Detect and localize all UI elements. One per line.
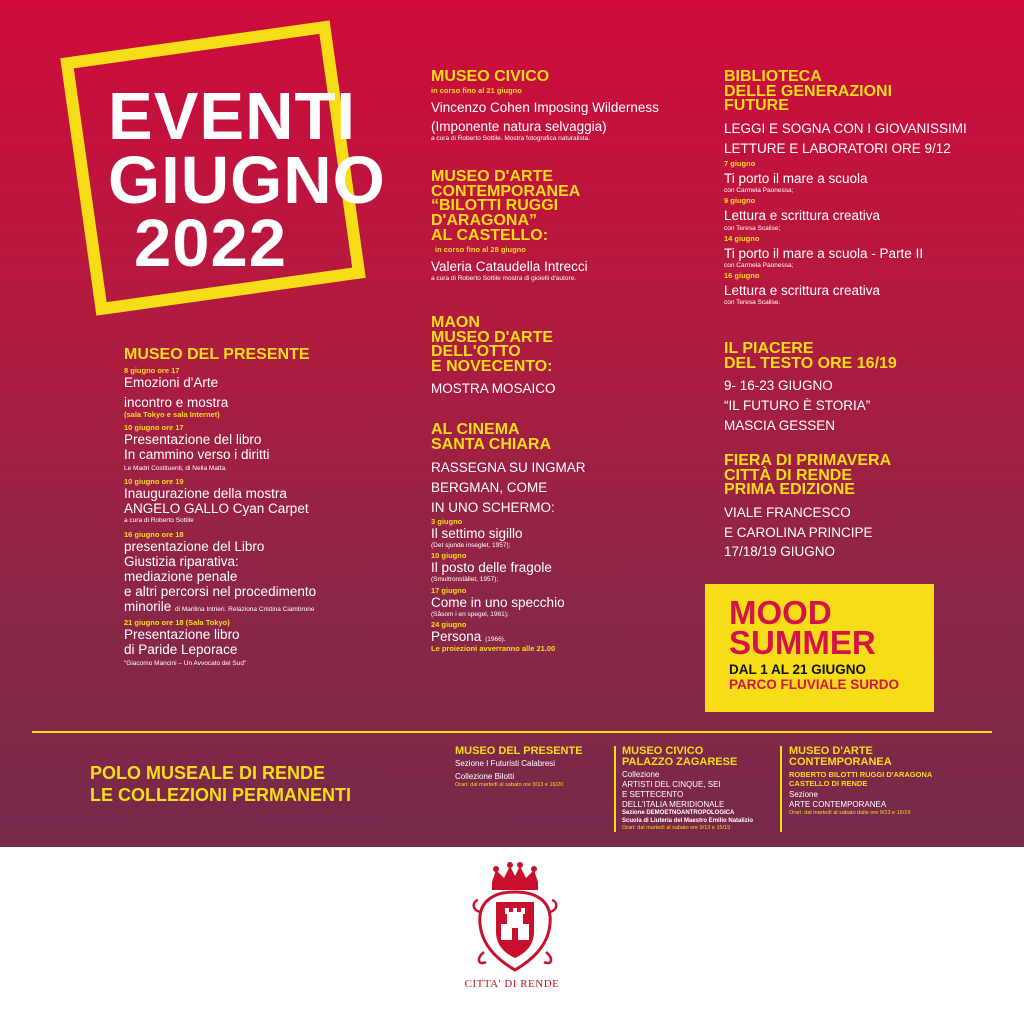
event-note: di Marilina Intrieri. Relaziona Cristina Ciambrone [175,606,315,613]
polo-line: POLO MUSEALE DI RENDE [90,763,326,783]
film-date: 24 giugno [431,619,467,629]
film-title: Il settimo sigillo [431,526,523,542]
header-line: DEL TESTO ORE 16/19 [724,354,897,372]
bottom-col-header: MUSEO CIVICO [622,745,704,757]
event-title: 9- 16-23 GIUGNO [724,378,833,394]
section-header: MUSEO DEL PRESENTE [124,346,310,363]
cinema-section [431,423,701,653]
film-item [431,517,701,550]
film-item [431,586,701,619]
bottom-col-orari: Orari: dal martedì al sabato ore 9/13 e 16/20 [455,782,564,788]
bottom-col-line: Sezione DEMOETNOANTROPOLOGICA [622,810,735,816]
divider [32,731,992,733]
bottom-col-presente [455,746,610,789]
film-note: (Smultronstället, 1957); [431,576,499,584]
event-date: 21 giugno ore 18 (Sala Tokyo) [124,618,230,628]
event-item [724,196,1004,232]
section-header [724,342,1004,371]
event-title: In cammino verso i diritti [124,447,270,463]
event-title: Inaugurazione della mostra [124,486,287,502]
cinema-footer: Le proiezioni avverranno alle 21.00 [431,643,556,653]
event-date: 16 giugno ore 18 [124,529,184,539]
city-name-label: CITTA' DI RENDE [464,978,560,990]
event-title: BERGMAN, COME [431,480,548,495]
header-line: E NOVECENTO: [431,358,553,376]
event-date: 10 giugno ore 19 [124,477,184,487]
fiera-section [724,454,1004,562]
event-title-text: minorile [124,599,172,614]
film-title [431,629,701,644]
event-date: 16 giugno [724,270,760,280]
header-line: FIERA DI PRIMAVERA [724,452,892,469]
event-title: RASSEGNA SU INGMAR [431,460,586,476]
bottom-col-orari: Orari: dal martedì al sabato ore 9/13 e 15/19 [622,825,731,831]
bottom-col-line: E SETTECENTO [622,790,684,799]
section-header [431,423,701,452]
event-title: (Imponente natura selvaggia) [431,118,607,134]
bottom-col-header: MUSEO D'ARTE [789,745,873,757]
city-crest-icon [470,862,560,992]
film-item [431,551,701,584]
event-note: "Giacomo Mancini – Un Avvocato del Sud" [124,660,247,668]
event-title: Ti porto il mare a scuola - Parte II [724,245,924,261]
bottom-col-sub: CASTELLO DI RENDE [789,779,868,788]
header-line: AL CASTELLO: [431,226,549,244]
bottom-col-orari: Orari: dal martedì al sabato dalle ore 9/13 e 15/19 [789,810,911,816]
header-line: MUSEO D'ARTE [431,168,554,185]
event-item [124,530,424,615]
header-line: PRIMA EDIZIONE [724,481,855,499]
event-title: Valeria Cataudella Intrecci [431,258,588,274]
section-header: MUSEO CIVICO [431,68,550,85]
event-date: 10 giugno ore 17 [124,422,184,432]
bottom-col-line: Collezione [622,770,660,779]
mood-dates: DAL 1 AL 21 GIUGNO [729,661,867,677]
mood-title-line: MOOD [729,594,832,631]
event-title: Presentazione libro [124,627,240,643]
piacere-section [724,342,1004,435]
polo-line: LE COLLEZIONI PERMANENTI [90,784,351,805]
event-item [124,618,424,668]
event-note: a cura di Roberto Sottile mostra di gioielli d'autore. [431,274,577,282]
event-note: Le Madri Costituenti, di Nella Matta. [124,465,227,473]
bottom-col-line: Sezione [789,790,818,799]
event-title: MOSTRA MOSAICO [431,380,556,396]
film-date: 17 giugno [431,585,467,595]
section-header [724,70,1004,114]
event-note: con Teresa Scalise; [724,224,781,232]
event-title: incontro e mostra [124,394,229,410]
header-line: “BILOTTI RUGGI [431,197,559,215]
column-separator [780,746,782,832]
bottom-col-sub: ROBERTO BILOTTI RUGGI D'ARAGONA [789,770,933,779]
header-line: MUSEO D'ARTE [431,328,554,346]
event-title: LEGGI E SOGNA CON I GIOVANISSIMI [724,121,967,137]
bottom-col-header: MUSEO DEL PRESENTE [455,745,583,757]
section-header [724,454,1004,498]
event-title: e altri percorsi nel procedimento [124,583,317,599]
header-line: MAON [431,314,480,331]
bottom-col-line: Collezione Bilotti [455,772,515,781]
event-item [124,366,424,419]
museo-civico-section [431,70,701,143]
bottom-col-arte [789,746,989,817]
header-line: BIBLIOTECA [724,68,822,85]
polo-museale [90,763,351,806]
column-separator [614,746,616,832]
section-header [431,316,701,375]
event-item [724,271,1004,307]
event-item [124,423,424,473]
section-header [431,170,701,244]
event-date: 7 giugno [724,159,756,169]
bottom-col-header: CONTEMPORANEA [789,756,892,768]
film-note: (Såsom i en spegel, 1961); [431,610,509,618]
film-note: (1966). [485,635,506,643]
event-title: Presentazione del libro [124,431,262,447]
bottom-col-civico [622,746,782,832]
event-note: con Teresa Scalise. [724,299,781,306]
event-date: 8 giugno ore 17 [124,365,180,375]
event-note: a cura di Roberto Sottile. Mostra fotografica naturalista. [431,134,590,142]
header-line: IL PIACERE [724,340,814,357]
header-line: DELLE GENERAZIONI [724,82,893,100]
event-title: Lettura e scrittura creativa [724,282,881,298]
event-note: a cura di Roberto Sottile [124,517,194,525]
event-title: di Paride Leporace [124,642,238,658]
header-line: CONTEMPORANEA [431,182,581,200]
event-title: Emozioni d'Arte [124,374,219,390]
bottom-col-line: ARTE CONTEMPORANEA [789,800,887,809]
mood-summer-box [705,584,934,712]
event-title: Vincenzo Cohen Imposing Wilderness [431,99,659,115]
film-item [431,620,701,644]
event-title: MASCIA GESSEN [724,417,836,433]
film-note: (Det sjunde inseglet, 1957); [431,542,511,550]
section-subheader: in corso fino al 28 giugno [435,244,526,254]
event-title: mediazione penale [124,568,238,584]
header-line: SANTA CHIARA [431,435,551,453]
header-line: AL CINEMA [431,421,520,438]
event-date: 14 giugno [724,233,760,243]
event-title: Giustizia riparativa: [124,553,239,569]
mood-title-line: SUMMER [729,624,876,662]
header-line: CITTÀ DI RENDE [724,466,852,484]
event-title [124,599,424,614]
event-title: ANGELO GALLO Cyan Carpet [124,501,309,517]
event-note: con Carmela Paonessa; [724,187,794,195]
bottom-col-line: ARTISTI DEL CINQUE, SEI [622,780,721,789]
header-line: FUTURE [724,97,789,115]
poster-title [108,79,386,282]
bottom-col-line: Sezione I Futuristi Calabresi [455,759,556,768]
event-item [724,234,1004,270]
event-title: “IL FUTURO È STORIA” [724,398,871,413]
event-note: (sala Tokyo e sala Internet) [124,409,220,419]
event-title: 17/18/19 GIUGNO [724,544,836,560]
event-date: 9 giugno [724,196,756,206]
film-date: 3 giugno [431,517,463,527]
title-line: EVENTI [108,79,356,154]
event-item [724,159,1004,195]
museo-arte-section [431,170,701,283]
maon-section [431,316,701,396]
film-title-text: Persona [431,628,482,644]
event-title: Lettura e scrittura creativa [724,208,881,224]
bottom-col-line: DELL'ITALIA MERIDIONALE [622,800,725,809]
mood-place: PARCO FLUVIALE SURDO [729,676,900,692]
header-line: DELL'OTTO [431,343,521,361]
event-title: presentazione del Libro [124,538,265,554]
section-subheader: in corso fino al 21 giugno [431,85,522,95]
event-title: LETTURE E LABORATORI ORE 9/12 [724,140,951,156]
biblioteca-section [724,70,1004,307]
event-title: Ti porto il mare a scuola [724,171,868,187]
event-title: IN UNO SCHERMO: [431,499,555,515]
museo-presente-section [124,348,424,668]
event-title: VIALE FRANCESCO [724,505,851,521]
event-title: E CAROLINA PRINCIPE [724,524,873,540]
header-line: D'ARAGONA” [431,212,538,230]
title-line: 2022 [134,206,288,282]
film-title: Il posto delle fragole [431,560,552,576]
film-date: 10 giugno [431,551,467,561]
event-note: con Carmela Paonessa; [724,261,794,269]
bottom-col-line: Scuola di Liuteria del Maestro Emilio Natalizio [622,817,754,824]
bottom-col-header: PALAZZO ZAGARESE [622,756,738,768]
title-line: GIUGNO [108,142,386,218]
film-title: Come in uno specchio [431,594,565,610]
event-item [124,477,424,525]
